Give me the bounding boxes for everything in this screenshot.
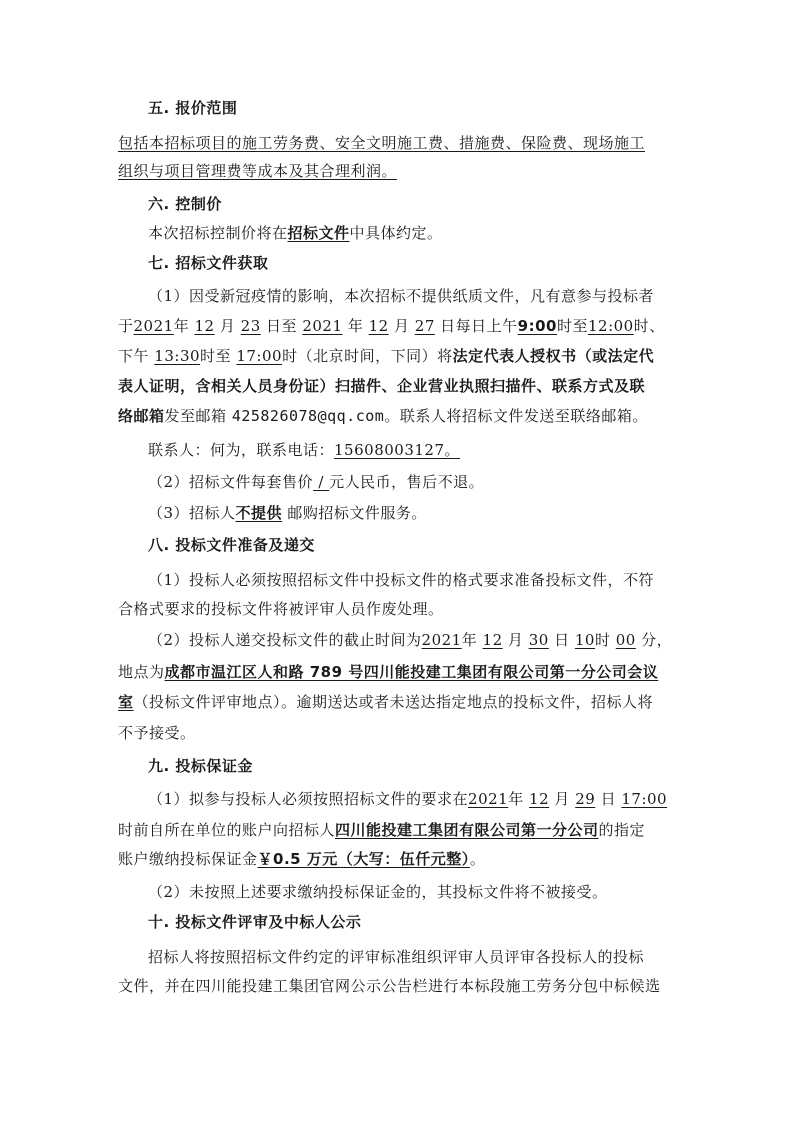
section-8-line2: 合格式要求的投标文件将被评审人员作废处理。 [118,600,444,618]
hour: 10 [574,631,595,649]
text: 时 [594,631,611,649]
time: 17:00 [621,790,668,808]
text: 。联系人将招标文件发送至联络邮箱。 [384,407,648,425]
section-7-line1: （1）因受新冠疫情的影响，本次招标不提供纸质文件，凡有意参与投标者 [148,287,655,305]
minute: 00 [615,631,636,649]
section-6-para [148,223,443,243]
text: 日 [600,790,617,808]
time: 12:00 [588,317,634,335]
section-7-line6 [148,472,484,492]
contact-line [148,440,460,460]
month: 12 [529,790,550,808]
day: 29 [575,790,596,808]
text: （2）招标文件每套售价 [148,473,314,491]
text: 发至邮箱 [164,407,227,425]
section-9-line1 [148,789,667,809]
email-address: 425826078@qq.com [231,407,385,425]
day: 23 [240,317,261,335]
text: 月 [554,790,570,808]
text: 月 [507,631,524,649]
bold-text: 络邮箱 [118,407,165,425]
not-provided: 不提供 [235,504,283,522]
day: 30 [528,631,549,649]
section-5-para-line2: 组织与项目管理费等成本及其合理利润。 [118,162,398,180]
year: 2021 [421,631,462,649]
section-7-line4: 表人证明，含相关人员身份证）扫描件、企业营业执照扫描件、联系方式及联 [118,377,646,395]
day: 27 [414,317,435,335]
section-8-line3 [148,630,672,650]
text: 邮购招标文件服务。 [282,504,427,522]
section-5-heading: 五. 报价范围 [148,99,238,117]
section-8-line6: 不予接受。 [118,724,196,742]
year: 2021 [468,790,509,808]
text: 的指定 [598,821,646,839]
section-10-line2: 文件，并在四川能投建工集团官网公示公告栏进行本标段施工劳务分包中标候选 [118,977,661,995]
section-7-line5 [118,406,648,426]
text: （1）拟参与投标人必须按照招标文件的要求在 [148,790,469,808]
section-9-line2 [118,820,645,840]
section-8-line1: （1）投标人必须按照招标文件中投标文件的格式要求准备投标文件，不符 [148,571,655,589]
text: （3）招标人 [148,504,236,522]
section-9-heading: 九. 投标保证金 [148,757,253,775]
time: 13:30 [154,347,201,365]
section-9-line4: （2）未按照上述要求缴纳投标保证金的，其投标文件将不被接受。 [148,883,608,901]
section-8-line5 [118,692,653,712]
text: 月 [393,317,410,335]
submission-location: 成都市温江区人和路 789 号四川能投建工集团有限公司第一分公司会议 [164,663,659,681]
tenderer-name: 四川能投建工集团有限公司第一分公司 [335,821,599,839]
year: 2021 [302,317,343,335]
text: 中具体约定。 [349,224,443,242]
text: （投标文件评审地点）。逾期送达或者未送达指定地点的投标文件，招标人将 [133,693,654,711]
text: 日至 [266,317,298,335]
time: 9:00 [517,317,557,335]
time: 17:00 [236,347,283,365]
text: 地点为 [118,663,165,681]
text: 年 [508,790,524,808]
section-6-heading: 六. 控制价 [148,195,222,213]
text: 分， [641,631,673,649]
section-7-heading: 七. 招标文件获取 [148,254,269,272]
section-10-heading: 十. 投标文件评审及中标人公示 [148,913,362,931]
text: 日 [554,631,570,649]
text: 时、 [633,317,665,335]
text: 时至 [556,317,588,335]
section-5-para-line1: 包括本招标项目的施工劳务费、安全文明施工费、措施费、保险费、现场施工 [118,134,646,152]
text: 联系人：何为，联系电话： [148,441,335,459]
text: 下午 [118,347,150,365]
section-8-line4 [118,662,658,682]
text: 年 [173,317,190,335]
section-7-line3 [118,346,654,366]
month: 12 [368,317,389,335]
month: 12 [194,317,215,335]
text: 本次招标控制价将在 [148,224,288,242]
month: 12 [482,631,503,649]
text: 时前自所在单位的账户向招标人 [118,821,336,839]
price: / [313,473,330,491]
text: 于 [118,317,134,335]
text: 账户缴纳投标保证金 [118,850,258,868]
text: 。 [469,850,486,868]
phone-number: 15608003127。 [334,441,460,459]
deposit-amount: ￥0.5 万元（大写：伍仟元整） [257,850,470,868]
year: 2021 [133,317,174,335]
section-7-line7 [148,503,427,523]
bid-document-ref: 招标文件 [287,224,350,242]
text: 元人民币，售后不退。 [329,473,485,491]
section-10-line1: 招标人将按照招标文件约定的评审标准组织评审人员评审各投标人的投标 [148,948,645,966]
text: 年 [461,631,478,649]
section-9-line3 [118,849,485,869]
bold-text: 法定代表人授权书（或法定代 [452,347,655,365]
submission-location-end: 室 [118,693,134,711]
text: 日每日上午 [440,317,518,335]
section-7-line2 [118,316,665,336]
text: 时（北京时间，下同）将 [282,347,453,365]
text: 月 [219,317,236,335]
text: 年 [347,317,364,335]
text: （2）投标人递交投标文件的截止时间为 [148,631,422,649]
section-8-heading: 八. 投标文件准备及递交 [148,536,315,554]
text: 时至 [200,347,232,365]
